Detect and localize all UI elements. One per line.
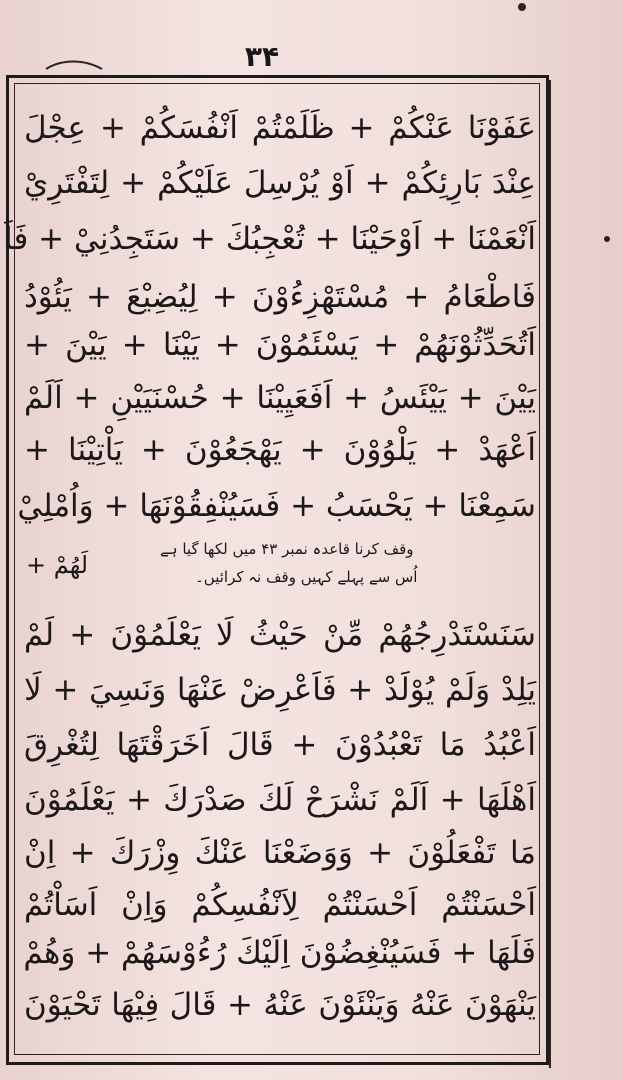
text-line: يَنْهَوْنَ عَنْهُ وَيَنْئَوْنَ عَنْهُ + قَالَ فِيْهَا تَحْيَوْنَ [24, 987, 536, 1023]
text-line: اَحْسَنْتُمْ اَحْسَنْتُمْ لِاَنْفُسِكُمْ وَاِنْ اَسَاْتُمْ [24, 887, 536, 923]
page-border-shadow [549, 80, 563, 1068]
text-line: اَعْهَدْ + يَلْوُوْنَ + يَهْجَعُوْنَ + يَاْتِيْنَا + [24, 432, 536, 468]
text-line: سَمِعْنَا + يَحْسَبُ + فَسَيُنْفِقُوْنَهَا + وَاُمْلِيْ [17, 488, 536, 524]
text-line: مَا تَفْعَلُوْنَ + وَوَضَعْنَا عَنْكَ وِزْرَكَ + اِنْ [24, 835, 536, 871]
text-line: فَاطْعَامُ + مُسْتَهْزِءُوْنَ + لِيُضِيْعَ + يَئُوْدُ [24, 279, 536, 315]
stop-note-line: وقف کرنا قاعدہ نمبر ۴۳ میں لکھا گیا ہے [160, 540, 414, 558]
text-line: عِنْدَ بَارِئِكُمْ + اَوْ يُرْسِلَ عَلَيْكُمْ + لِتَفْتَرِيْ [24, 165, 536, 201]
text-line: اَتُحَدِّثُوْنَهُمْ + يَسْئَمُوْنَ + يَيْنَا + يَيْنَ + [24, 327, 536, 363]
text-line: اَعْبُدُ مَا تَعْبُدُوْنَ + قَالَ اَخَرَقْتَهَا لِتُغْرِقَ [24, 727, 536, 763]
stop-note-line: اُس سے پہلے کہیں وقف نہ کرائیں۔ [195, 568, 418, 586]
text-line: يَيْنَ + يَيْئَسُ + اَفَعَيِيْنَا + حُسْنَيَيْنِ + اَلَمْ [24, 380, 536, 416]
page-number: ۳۴ [244, 40, 280, 73]
text-line: فَلَهَا + فَسَيُنْغِضُوْنَ اِلَيْكَ رُءُوْسَهُمْ + وَهُمْ [23, 935, 536, 971]
text-line: اَهْلَهَا + اَلَمْ نَشْرَحْ لَكَ صَدْرَكَ + يَعْلَمُوْنَ [24, 782, 536, 818]
text-line: عَفَوْنَا عَنْكُمْ + ظَلَمْتُمْ اَنْفُسَكُمْ + عِجْلَ [24, 110, 536, 146]
ink-spot [604, 236, 610, 242]
decorative-swash [44, 57, 104, 73]
text-line: سَنَسْتَدْرِجُهُمْ مِّنْ حَيْثُ لَا يَعْلَمُوْنَ + لَمْ [24, 617, 536, 653]
ink-spot [518, 3, 526, 11]
text-line: يَلِدْ وَلَمْ يُوْلَدْ + فَاَعْرِضْ عَنْهَا وَنَسِيَ + لَا [24, 672, 536, 708]
text-line: اَنْعَمْنَا + اَوْحَيْنَا + تُعْجِبُكَ + سَتَجِدُنِيْ + فَاَ [4, 221, 536, 257]
text-line-end: لَهُمْ + [26, 551, 89, 579]
